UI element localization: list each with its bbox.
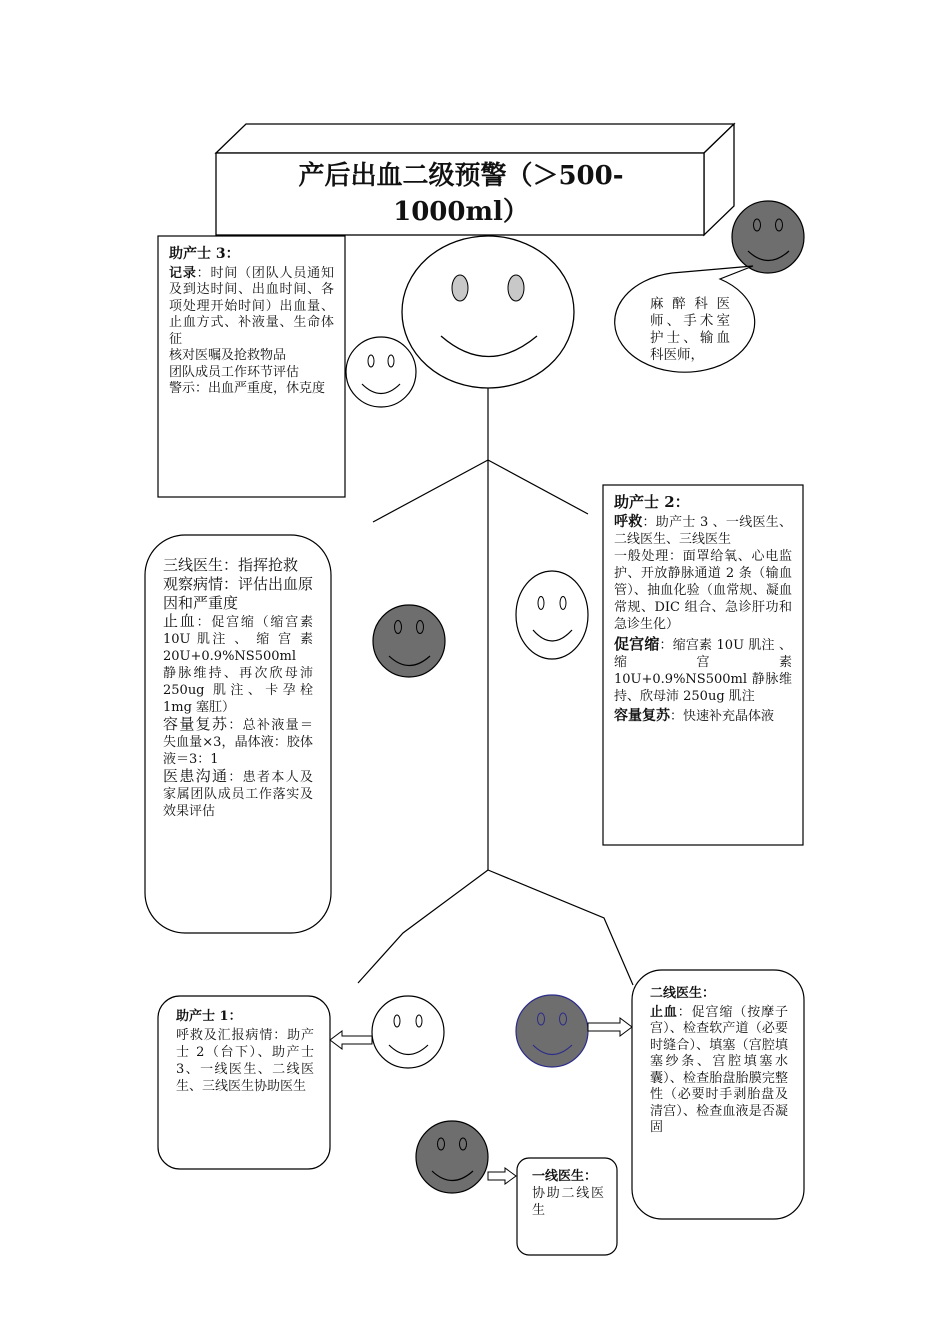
midwife2-general: 一般处理：面罩给氧、心电监护、开放静脉通道 2 条（输血管）、抽血化验（血常规、凝血常规、DIC 组合、急诊肝功和急诊生化） [614,549,792,632]
third-line-doctor-l5 [163,768,313,820]
midwife2-oxytocin [614,636,792,705]
smiley-first-line-doctor-icon [416,1121,488,1193]
midwife3-line2: 核对医嘱及抢救物品 [169,348,287,363]
third-line-doctor-l3-text: ：促宫缩（缩宫素 10U 肌注 、 缩 宫 素 20U+0.9%NS500ml 静脉维持、再次欣母沛 250ug 肌注、卡孕栓 1mg 塞肛） [163,615,313,715]
third-line-doctor-box [163,556,313,820]
midwife2-oxytocin-label: 促宫缩 [614,635,660,653]
midwife3-box [169,246,334,398]
first-line-doctor-heading: 一线医生： [532,1169,598,1184]
smiley-second-line-doctor-icon [516,995,588,1067]
midwife2-volume-text: ：快速补充晶体液 [670,709,775,724]
midwife3-heading: 助产士 3： [169,246,240,262]
first-line-doctor-box [532,1168,604,1219]
third-line-doctor-l4-text: ：总补液量＝失血量×3，晶体液：胶体液＝3：1 [163,718,313,767]
midwife2-volume-label: 容量复苏 [614,708,670,724]
third-line-doctor-l4 [163,716,313,768]
midwife1-text: 呼救及汇报病情：助产士 2（台下）、助产士 3、一线医生、二线医生、三线医生协助医生 [176,1028,314,1094]
third-line-doctor-l2: 观察病情：评估出血原因和严重度 [163,575,314,612]
midwife2-box [614,494,792,725]
arrow-to-second-line-doctor-icon [588,1018,632,1036]
midwife2-heading: 助产士 2： [614,493,690,511]
stick-figure [358,388,633,985]
second-line-doctor-stop-text: ：促宫缩（按摩子宫）、检查软产道（必要时缝合）、填塞（宫腔填塞纱条、宫腔填塞水囊）、检查胎盘胎膜完整性（必要时手剥胎盘及清宫）、检查血液是否凝固 [650,1004,788,1135]
midwife1-box [176,1008,314,1095]
smiley-third-line-doctor-icon [373,605,445,677]
smiley-midwife3-icon [346,337,416,407]
midwife2-volume [614,708,792,725]
arrow-to-first-line-doctor-icon [488,1168,516,1184]
third-line-doctor-l5-label: 医患沟通 [163,767,229,785]
midwife3-record-label: 记录 [169,265,197,281]
second-line-doctor-stop [650,1005,788,1137]
anesthesia-bubble-text [650,296,730,364]
midwife3-record-text: ：时间（团队人员通知及到达时间、出血时间、各项处理开始时间）出血量、止血方式、补液量、生命体征 [169,265,334,347]
midwife1-heading: 助产士 1： [176,1009,242,1024]
midwife2-rescue [614,514,792,548]
second-line-doctor-heading: 二线医生： [650,986,716,1001]
anesthesia-bubble-label: 麻醉科医师、手术室护士、输血科医师， [650,296,730,363]
smiley-midwife2-icon [516,571,588,659]
first-line-doctor-text: 协助二线医生 [532,1186,604,1218]
third-line-doctor-l5-text: ：患者本人及家属团队成员工作落实及效果评估 [163,770,313,819]
second-line-doctor-box [650,986,788,1137]
midwife3-record [169,266,334,349]
third-line-doctor-l1: 三线医生：指挥抢救 [163,556,299,574]
midwife2-oxytocin-text: ：缩宫素 10U 肌注 、 缩 宫 素 10U+0.9%NS500ml 静脉维持、欣母沛 250ug 肌注 [614,638,792,704]
midwife2-rescue-label: 呼救 [614,514,643,530]
diagram-title [218,153,704,235]
third-line-doctor-l4-label: 容量复苏 [163,715,229,733]
third-line-doctor-l3-label: 止血 [163,612,197,630]
smiley-midwife1-icon [372,996,444,1068]
arrow-to-midwife1-icon [330,1031,372,1049]
midwife3-line4: 警示：出血严重度，休克度 [169,381,326,396]
third-line-doctor-l3 [163,613,313,716]
diagram-title-text: 产后出血二级预警（＞500-1000ml） [298,161,624,227]
midwife2-rescue-text: ：助产士 3 、一线医生、二线医生、三线医生 [614,515,792,547]
smiley-anesthesia-icon [732,201,804,273]
main-smiley-icon [402,236,574,388]
second-line-doctor-stop-label: 止血 [650,1004,678,1020]
midwife3-line3: 团队成员工作环节评估 [169,364,300,380]
